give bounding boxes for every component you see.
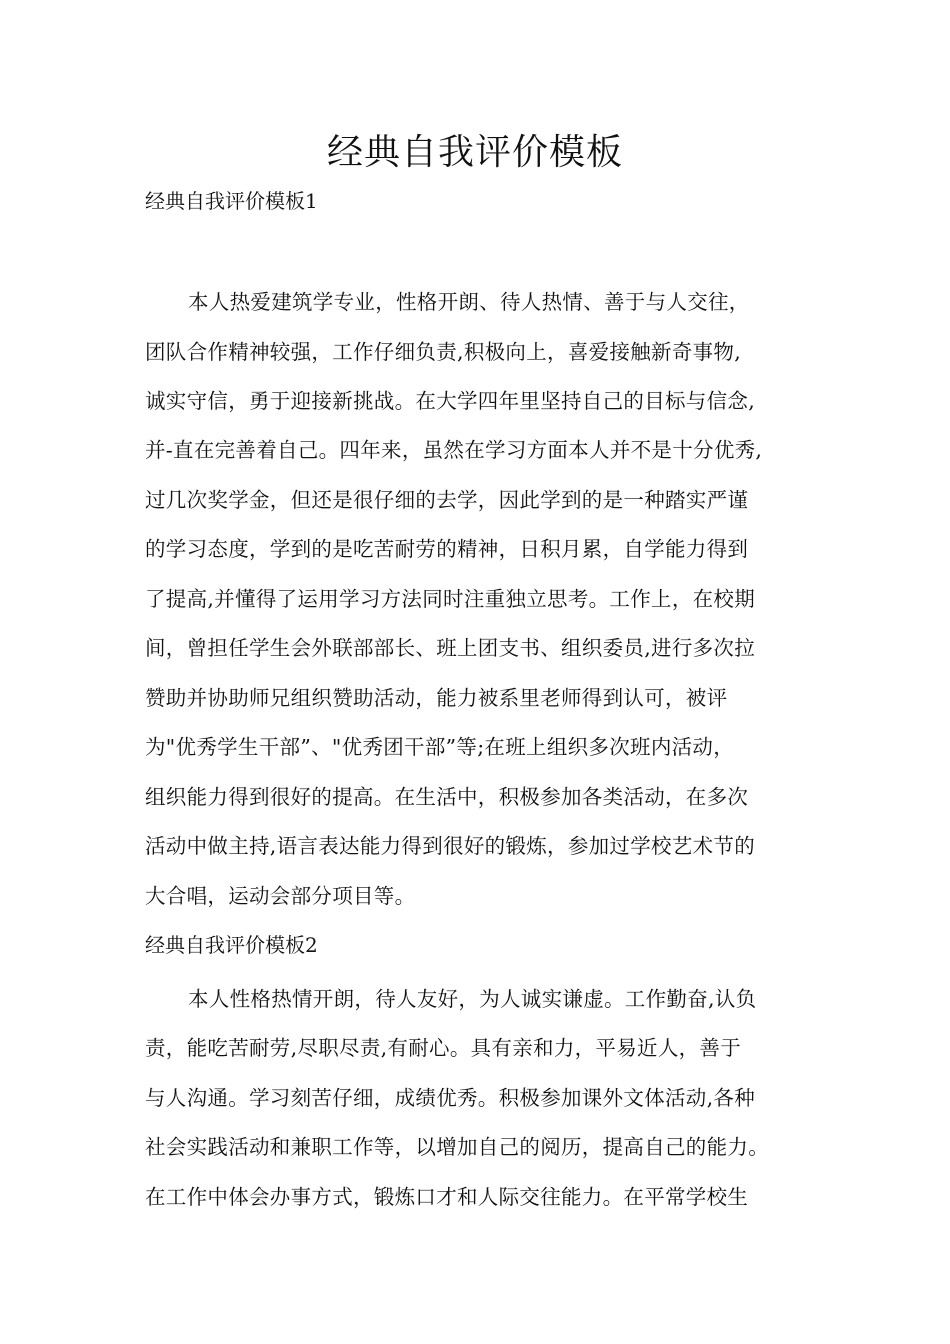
paragraph-line: 为"优秀学生干部”、"优秀团干部”等;在班上组织多次班内活动， <box>145 735 735 759</box>
section-heading: 经典自我评价模板1 <box>145 189 318 213</box>
paragraph-line: 诚实守信，勇于迎接新挑战。在大学四年里坚持自己的目标与信念, <box>145 389 756 413</box>
paragraph-line: 并-直在完善着自己。四年来，虽然在学习方面本人并不是十分优秀, <box>145 438 763 462</box>
section-heading: 经典自我评价模板2 <box>145 933 318 957</box>
paragraph-line: 活动中做主持,语言表达能力得到很好的锻炼，参加过学校艺术节的 <box>145 834 756 858</box>
paragraph-line: 社会实践活动和兼职工作等，以增加自己的阅历，提高自己的能力。 <box>145 1135 769 1159</box>
paragraph-line: 团队合作精神较强，工作仔细负责,积极向上，喜爱接触新奇事物, <box>145 340 742 364</box>
paragraph-line: 组织能力得到很好的提高。在生活中，积极参加各类活动，在多次 <box>145 785 749 809</box>
paragraph-line: 赞助并协助师兄组织赞助活动，能力被系里老师得到认可，被评 <box>145 686 728 710</box>
paragraph-line: 在工作中体会办事方式，锻炼口才和人际交往能力。在平常学校生 <box>145 1185 749 1209</box>
paragraph-line: 本人性格热情开朗，待人友好，为人诚实谦虚。工作勤奋,认负 <box>188 987 757 1011</box>
paragraph-line: 大合唱，运动会部分项目等。 <box>145 884 416 908</box>
paragraph-line: 了提高,并懂得了运用学习方法同时注重独立思考。工作上，在校期 <box>145 587 756 611</box>
paragraph-line: 的学习态度，学到的是吃苦耐劳的精神，日积月累，自学能力得到 <box>145 537 749 561</box>
paragraph-line: 过几次奖学金，但还是很仔细的去学，因此学到的是一种踏实严谨 <box>145 488 749 512</box>
document-title: 经典自我评价模板 <box>326 132 623 173</box>
paragraph-line: 责，能吃苦耐劳,尽职尽责,有耐心。具有亲和力，平易近人，善于 <box>145 1036 742 1060</box>
paragraph-line: 间，曾担任学生会外联部部长、班上团支书、组织委员,进行多次拉 <box>145 636 756 660</box>
paragraph-line: 与人沟通。学习刻苦仔细，成绩优秀。积极参加课外文体活动,各种 <box>145 1086 756 1110</box>
paragraph-line: 本人热爱建筑学专业，性格开朗、待人热情、善于与人交往， <box>188 290 750 314</box>
